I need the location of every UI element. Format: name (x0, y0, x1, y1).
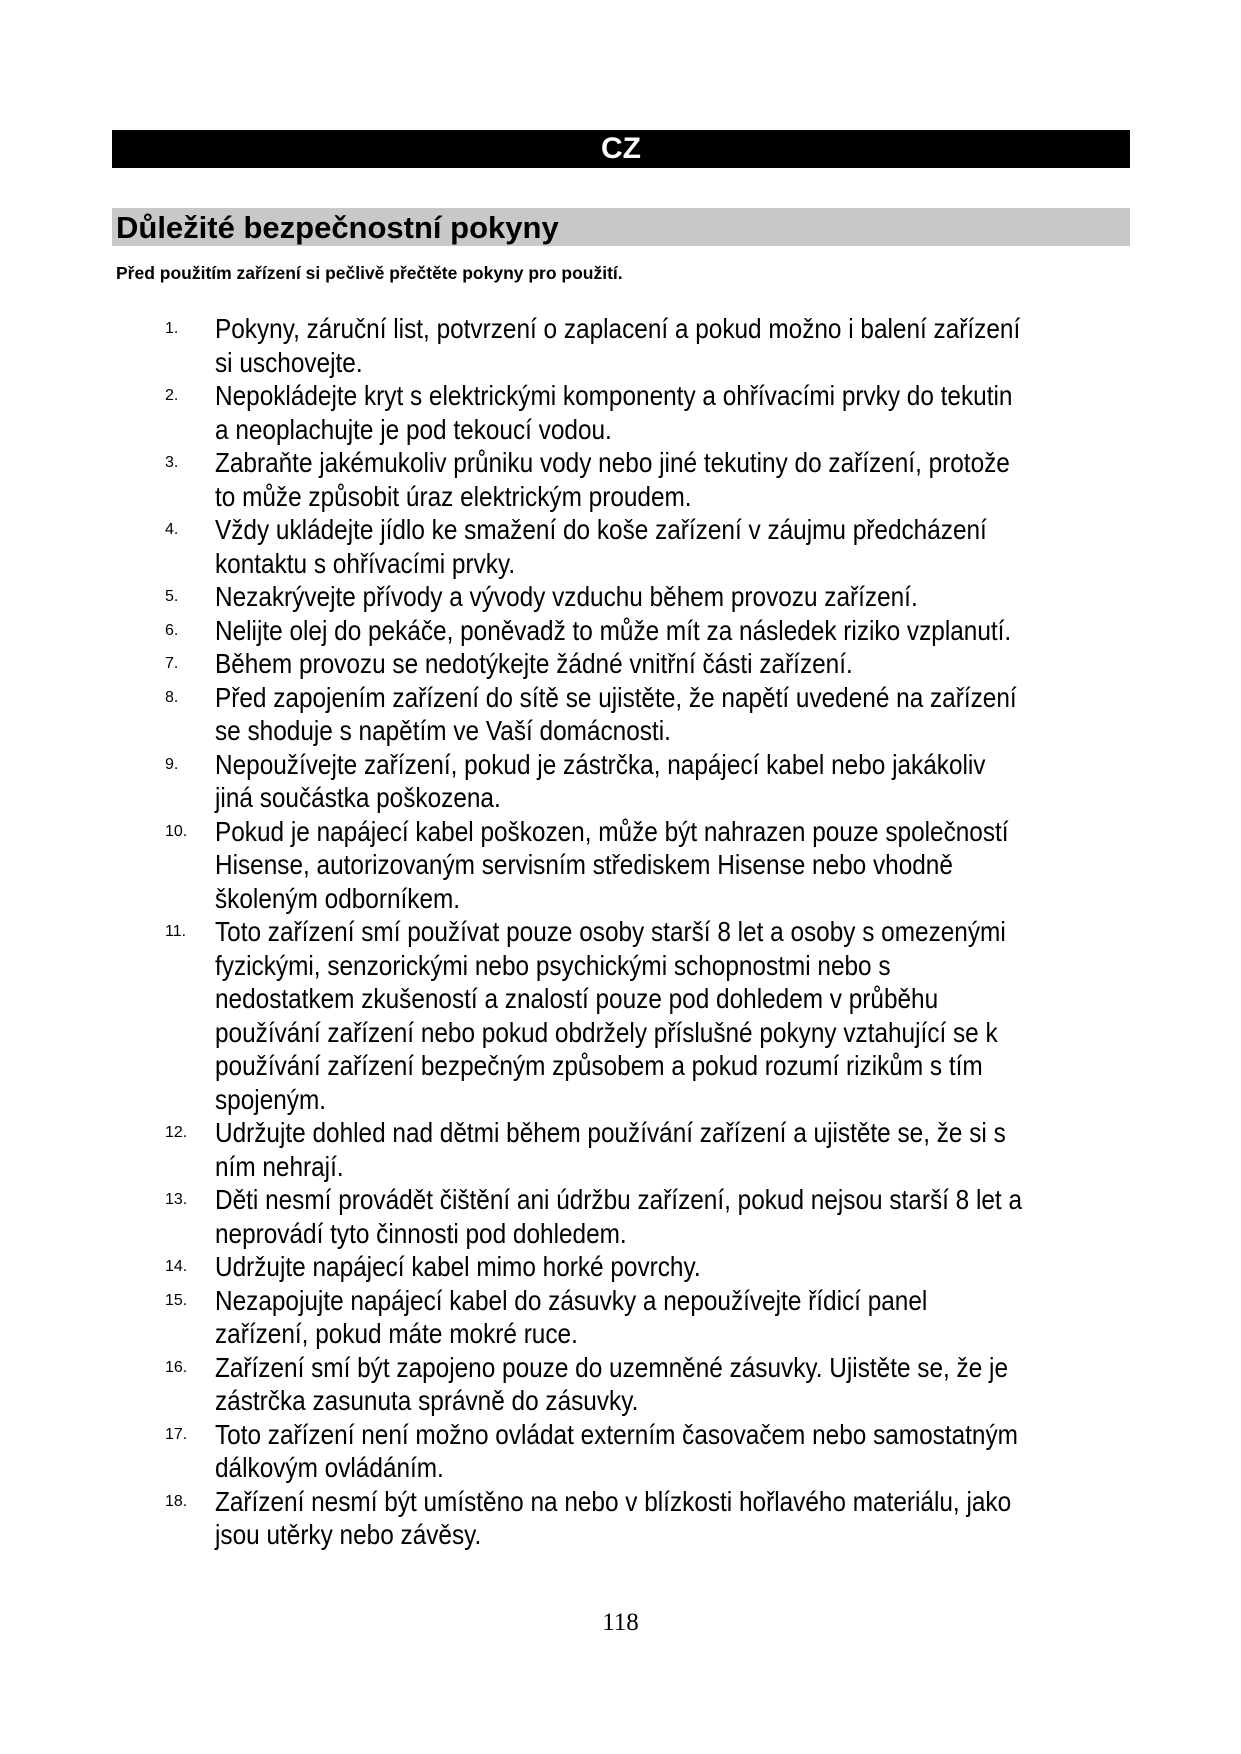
list-item-number: 1. (165, 320, 179, 337)
list-item-number: 2. (165, 387, 179, 404)
list-item-number: 10. (165, 822, 188, 840)
list-item (0, 748, 1241, 815)
list-item-number: 13. (165, 1191, 188, 1208)
list-item (0, 379, 1241, 446)
list-item-number: 11. (165, 923, 187, 940)
list-item-text: Nepoužívejte zařízení, pokud je zástrčka, napájecí kabel nebo jakákoliv jiná součástka poškozena. (215, 748, 986, 813)
list-item (0, 1351, 1241, 1418)
list-item-number: 6. (165, 621, 179, 639)
list-item-text: Zařízení nesmí být umístěno na nebo v blízkosti hořlavého materiálu, jako jsou utěrky nebo závěsy. (215, 1485, 1012, 1550)
list-item-text: Toto zařízení není možno ovládat externím časovačem nebo samostatným dálkovým ovládáním. (215, 1418, 1018, 1483)
page-number: 118 (602, 1609, 639, 1636)
list-item (0, 1418, 1241, 1485)
list-item-text: Během provozu se nedotýkejte žádné vnitřní části zařízení. (215, 648, 853, 679)
section-title: Důležité bezpečnostní pokyny (116, 210, 559, 245)
list-item (0, 446, 1241, 513)
list-item (0, 580, 1241, 614)
list-item (0, 647, 1241, 681)
list-item-number: 7. (165, 655, 179, 672)
list-item-text: Udržujte napájecí kabel mimo horké povrchy. (215, 1251, 701, 1282)
list-item-text: Nelijte olej do pekáče, poněvadž to může mít za následek riziko vzplanutí. (215, 614, 1012, 646)
list-item-number: 17. (165, 1425, 188, 1443)
list-item (0, 681, 1241, 748)
list-item (0, 915, 1241, 1116)
list-item-number: 9. (165, 755, 179, 773)
list-item-number: 16. (165, 1358, 188, 1376)
list-item-text: Pokud je napájecí kabel poškozen, může být nahrazen pouze společností Hisense, autorizovaným servisním střediskem Hisense nebo vhodně školeným odborníkem. (215, 815, 1009, 914)
list-item (0, 1183, 1241, 1250)
list-item-number: 12. (165, 1124, 188, 1141)
list-item (0, 815, 1241, 916)
list-item-number: 5. (165, 588, 179, 605)
list-item (0, 1485, 1241, 1552)
list-item (0, 614, 1241, 648)
list-item (0, 312, 1241, 379)
language-code: CZ (601, 132, 641, 165)
list-item-text: Udržujte dohled nad dětmi během používání zařízení a ujistěte se, že si s ním nehrají. (215, 1117, 1006, 1182)
list-item-text: Pokyny, záruční list, potvrzení o zaplacení a pokud možno i balení zařízení si uschovejte. (215, 313, 1021, 378)
list-item-text: Nezapojujte napájecí kabel do zásuvky a nepoužívejte řídicí panel zařízení, pokud máte mokré ruce. (215, 1284, 928, 1349)
list-item-text: Zařízení smí být zapojeno pouze do uzemněné zásuvky. Ujistěte se, že je zástrčka zasunuta správně do zásuvky. (215, 1351, 1009, 1416)
list-item-number: 3. (165, 454, 179, 471)
language-banner (112, 130, 1130, 168)
list-item-text: Zabraňte jakémukoliv průniku vody nebo jiné tekutiny do zařízení, protože to může způsobit úraz elektrickým proudem. (215, 447, 1010, 512)
list-item (0, 513, 1241, 580)
list-item-text: Před zapojením zařízení do sítě se ujistěte, že napětí uvedené na zařízení se shoduje s napětím ve Vaší domácnosti. (215, 681, 1017, 746)
list-item (0, 1250, 1241, 1284)
section-heading-bar (112, 208, 1130, 246)
list-item-number: 8. (165, 688, 179, 706)
list-item-number: 4. (165, 521, 179, 538)
list-item-number: 14. (165, 1258, 188, 1275)
list-item-text: Toto zařízení smí používat pouze osoby starší 8 let a osoby s omezenými fyzickými, senzorickými nebo psychickými schopnostmi nebo s nedostatkem zkušeností a znalostí pouze pod dohledem v průběhu používání zařízení nebo pokud obdržely příslušné pokyny vztahující se k používání zařízení bezpečným způsobem a pokud rozumí rizikům s tím spojeným. (215, 916, 1006, 1115)
list-item-text: Vždy ukládejte jídlo ke smažení do koše zařízení v záujmu předcházení kontaktu s ohřívacími prvky. (215, 514, 987, 579)
list-item-number: 18. (165, 1492, 188, 1510)
intro-text: Před použitím zařízení si pečlivě přečtěte pokyny pro použití. (116, 263, 623, 283)
list-item-text: Nepokládejte kryt s elektrickými komponenty a ohřívacími prvky do tekutin a neoplachujte je pod tekoucí vodou. (215, 380, 1013, 445)
safety-instructions-list (0, 312, 1241, 1552)
list-item (0, 1284, 1241, 1351)
list-item-text: Děti nesmí provádět čištění ani údržbu zařízení, pokud nejsou starší 8 let a neprovádí tyto činnosti pod dohledem. (215, 1184, 1023, 1249)
list-item-number: 15. (165, 1291, 188, 1309)
list-item-text: Nezakrývejte přívody a vývody vzduchu během provozu zařízení. (215, 581, 918, 612)
list-item (0, 1116, 1241, 1183)
